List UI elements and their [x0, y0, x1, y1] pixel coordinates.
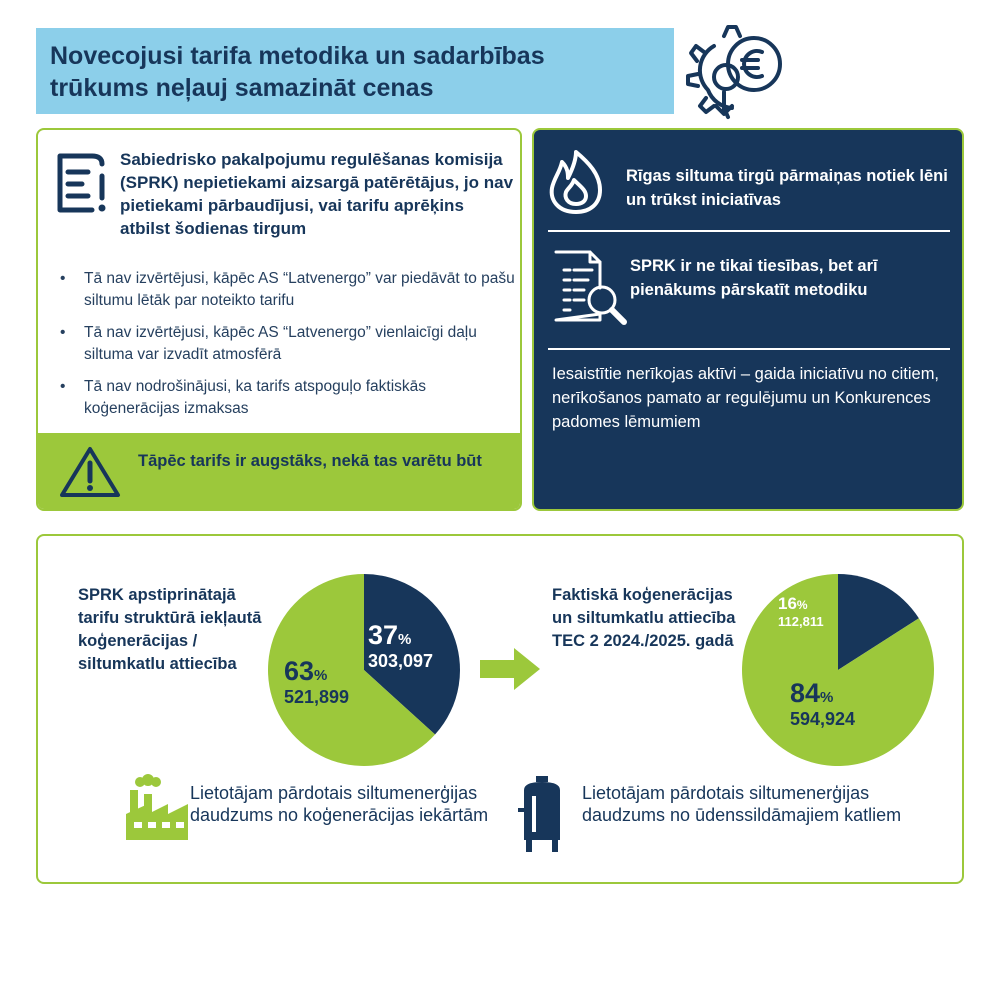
pie1-percent-cogeneration: 63: [284, 656, 315, 686]
pie2-label-boilers: [778, 594, 824, 630]
legend-boilers: Lietotājam pārdotais siltumenerģijas daudzums no ūdenssildāmajiem katliem: [582, 783, 902, 825]
pie1-value-cogeneration: 521,899: [284, 687, 350, 707]
pie2-value-cogeneration: 594,924: [790, 709, 856, 729]
divider: [548, 348, 950, 350]
flame-icon: [546, 148, 606, 216]
pie1-label-boilers: [368, 620, 433, 672]
factory-icon: [122, 774, 192, 842]
divider: [548, 230, 950, 232]
document-warning-icon: [52, 150, 112, 216]
pie1-percent-sign-boilers: %: [398, 631, 412, 648]
approved-ratio-label: SPRK apstiprinātajā tarifu struktūrā iekļautā koģenerācijas / siltumkatlu attiecība: [78, 586, 262, 673]
pie2-label-cogeneration: [790, 678, 855, 730]
pie2-percent-sign-cogeneration: %: [820, 689, 834, 706]
legend-cogeneration: Lietotājam pārdotais siltumenerģijas daudzums no koģenerācijas iekārtām: [190, 783, 489, 825]
actual-ratio-pie: [740, 572, 936, 768]
pie1-percent-sign-cogeneration: %: [314, 667, 328, 684]
actual-ratio-label: Faktiskā koģenerācijas un siltumkatlu attiecība TEC 2 2024./2025. gadā: [552, 586, 736, 650]
ratio-comparison-panel: [36, 534, 964, 884]
arrow-right-icon: [480, 648, 540, 690]
sprk-obligation-text: SPRK ir ne tikai tiesības, bet arī pienākums pārskatīt metodiku: [630, 257, 878, 299]
pie1-percent-boilers: 37: [368, 620, 399, 650]
list-item: • Tā nav izvērtējusi, kāpēc AS “Latvenergo” var piedāvāt to pašu siltumu lētāk par noteikto tarifu: [60, 268, 520, 312]
findings-heading: Sabiedrisko pakalpojumu regulēšanas komisija (SPRK) nepietiekami aizsargā patērētājus, jo nav pietiekami pārbaudījusi, vai tarifu aprēķins atbilst šodienas tirgum: [120, 150, 514, 238]
title-banner: [36, 28, 674, 114]
page-title-line2: trūkums neļauj samazināt cenas: [50, 74, 434, 102]
warning-triangle-icon: [58, 445, 122, 499]
pie2-percent-boilers: 16: [778, 594, 797, 613]
pie2-percent-sign-boilers: %: [796, 598, 808, 612]
pie1-label-cogeneration: [284, 656, 349, 708]
pie1-value-boilers: 303,097: [368, 651, 434, 671]
findings-panel: [36, 128, 522, 511]
findings-list: [60, 268, 520, 430]
market-change-text: Rīgas siltuma tirgū pārmaiņas notiek lēni un trūkst iniciatīvas: [626, 167, 948, 209]
page-title-line1: Novecojusi tarifa metodika un sadarbības: [50, 42, 545, 70]
pie2-value-boilers: 112,811: [778, 614, 824, 629]
boiler-tank-icon: [518, 776, 566, 854]
pie2-percent-cogeneration: 84: [790, 678, 821, 708]
document-search-icon: [548, 248, 628, 326]
list-item: • Tā nav izvērtējusi, kāpēc AS “Latvenergo” vienlaicīgi daļu siltuma var izvadīt atmosfērā: [60, 322, 520, 366]
warning-text: Tāpēc tarifs ir augstāks, nekā tas varētu būt: [138, 452, 482, 470]
gear-euro-icon: [684, 22, 784, 126]
warning-bar: [38, 433, 520, 509]
list-item: • Tā nav nodrošinājusi, ka tarifs atspoguļo faktiskās koģenerācijas izmaksas: [60, 376, 520, 420]
issues-panel: [532, 128, 964, 511]
inaction-text: Iesaistītie nerīkojas aktīvi – gaida iniciatīvu no citiem, nerīkošanos pamato ar regulējumu un Konkurences padomes lēmumiem: [552, 365, 940, 431]
